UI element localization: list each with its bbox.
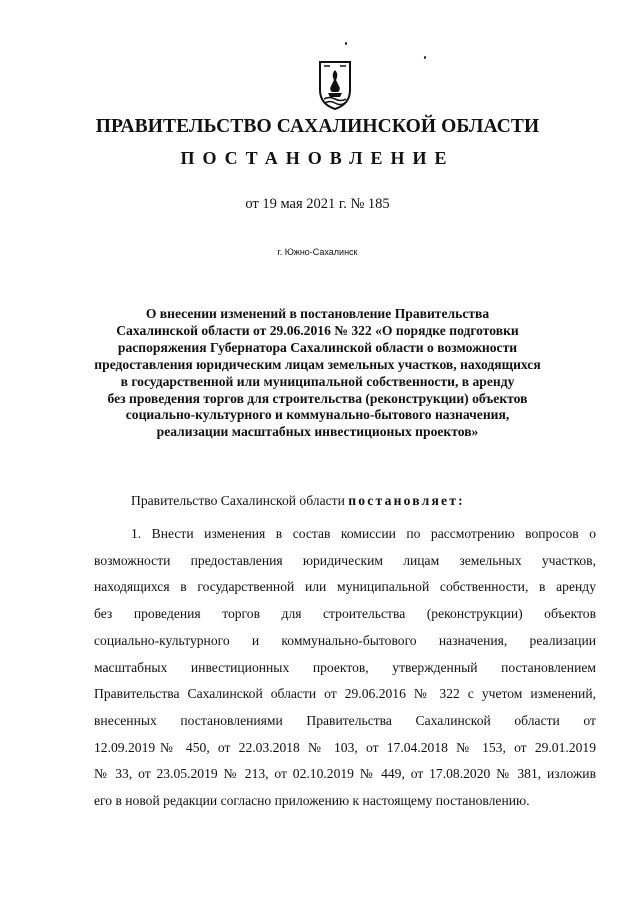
heading-line: реализации масштабных инвестиционых проектов» <box>156 424 479 440</box>
preamble-text: Правительство Сахалинской области <box>131 493 349 508</box>
paragraph-line: находящихся в государственной или муниципальной собственности, в аренду <box>94 579 596 595</box>
city-name: г. Южно-Сахалинск <box>277 247 358 257</box>
heading-line: в государственной или муниципальной собственности, в аренду <box>120 373 515 389</box>
heading-line: социально-культурного и коммунально-бытового назначения, <box>125 407 510 423</box>
paragraph-line: социально-культурного и коммунально-бытового назначения, реализации <box>94 632 596 648</box>
government-title: ПРАВИТЕЛЬСТВО САХАЛИНСКОЙ ОБЛАСТИ <box>95 116 540 137</box>
paragraph-line: № 33, от 23.05.2019 № 213, от 02.10.2019 № 449, от 17.08.2020 № 381, изложив <box>94 766 596 782</box>
heading-line: О внесении изменений в постановление Правительства <box>145 306 490 321</box>
preamble-emphasis: постановляет: <box>348 493 465 508</box>
document-heading <box>80 306 555 441</box>
paragraph-line: внесенных постановлениями Правительства Сахалинской области от <box>94 712 596 728</box>
scan-speck <box>424 56 427 60</box>
paragraph-line: 1. Внести изменения в состав комиссии по рассмотрению вопросов о <box>131 526 596 541</box>
paragraph-line: его в новой редакции согласно приложению к настоящему постановлению. <box>94 793 530 809</box>
document-type: ПОСТАНОВЛЕНИЕ <box>180 148 455 168</box>
paragraph-line: 12.09.2019№ 450, от 22.03.2018 № 103, от 17.04.2018 № 153, от 29.01.2019 <box>94 739 596 755</box>
heading-line: Сахалинской области от 29.06.2016 № 322 «О порядке подготовки <box>116 322 519 338</box>
date-and-number: от 19 мая 2021 г. № 185 <box>245 196 390 212</box>
heading-line: без проведения торгов для строительства (реконструкции) объектов <box>107 390 528 406</box>
heading-line: предоставления юридическим лицам земельных участков, находящихся <box>94 356 541 372</box>
coat-of-arms-icon <box>318 60 352 110</box>
paragraph-line: Правительства Сахалинской области от 29.06.2016 № 322 с учетом изменений, <box>94 686 596 702</box>
paragraph-1 <box>94 521 596 815</box>
paragraph-line: без проведения торгов для строительства (реконструкции) объектов <box>94 606 596 622</box>
scan-speck <box>345 42 347 45</box>
paragraph-line: масштабных инвестиционных проектов, утвержденный постановлением <box>94 659 596 675</box>
heading-line: распоряжения Губернатора Сахалинской области о возможности <box>117 339 518 355</box>
paragraph-line: возможности предоставления юридическим лицам земельных участков, <box>94 552 596 568</box>
preamble <box>131 493 465 509</box>
